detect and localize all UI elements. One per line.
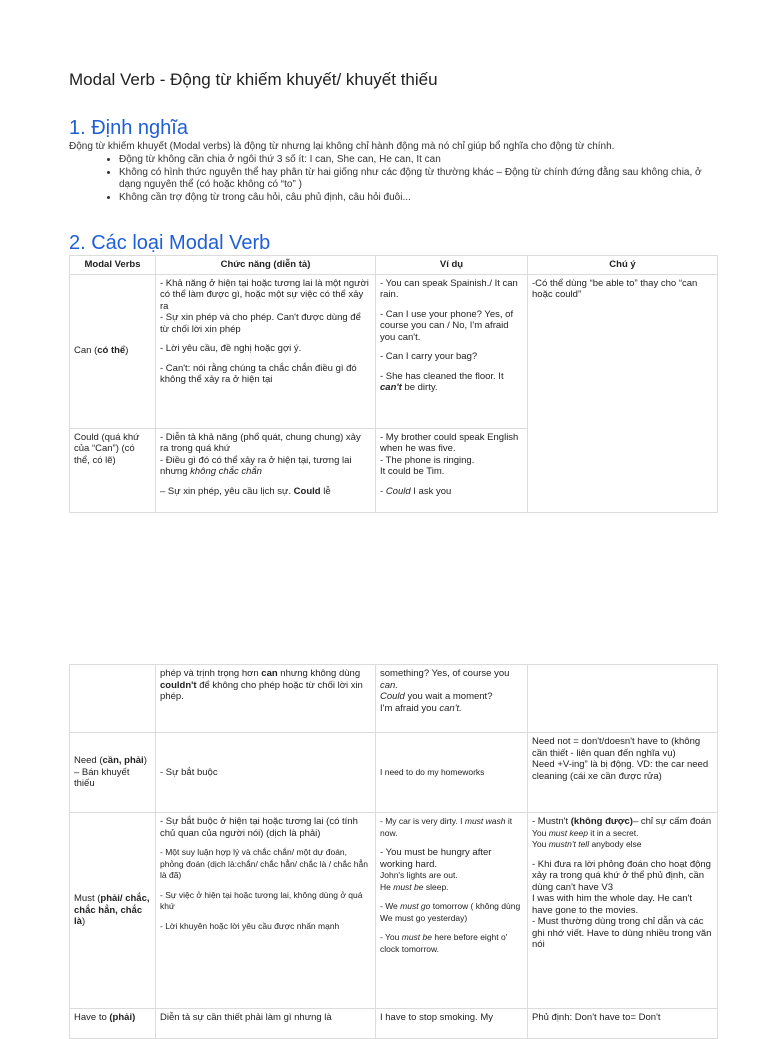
bullet-item: • Động từ không cần chia ở ngôi thứ 3 số ít: I can, She can, He can, It can (119, 154, 719, 166)
note-cell-have-to: Phủ định: Don't have to= Don't (528, 1009, 718, 1039)
header-modal-verbs: Modal Verbs (70, 256, 156, 275)
modal-verb-table (69, 255, 718, 513)
table-header-row (70, 256, 718, 275)
table-row-need (70, 733, 718, 813)
example-cell-could-continued: something? Yes, of course you can. Could you wait a moment? I'm afraid you can't. (376, 665, 528, 733)
function-cell-could-continued: phép và trịnh trọng hơn can nhưng không dùng couldn't để không cho phép hoặc từ chối lời xin phép. (156, 665, 376, 733)
section-heading-modal-types: 2. Các loại Modal Verb (69, 232, 271, 254)
table-row-could-continued (70, 665, 718, 733)
header-note: Chú ý (528, 256, 718, 275)
function-cell-could: - Diễn tả khả năng (phổ quát, chung chung) xảy ra trong quá khứ - Điều gì đó có thể xảy ra ở hiện tại, tương lai nhưng không chắc chắn – Sự xin phép, yêu cầu lịch sự. Could lễ (156, 428, 376, 512)
definition-text: Động từ khiếm khuyết (Modal verbs) là động từ nhưng lại không chỉ hành động mà nó chỉ giúp bổ nghĩa cho động từ chính. (69, 141, 615, 152)
table-row-must (70, 813, 718, 1009)
verb-cell-can: Can (có thể) (70, 274, 156, 428)
definition-bullets (103, 154, 719, 205)
verb-cell-must: Must (phải/ chắc, chắc hẳn, chắc là) (70, 813, 156, 1009)
note-cell-empty (528, 665, 718, 733)
modal-verb-table-continued (69, 664, 718, 1039)
page-title: Modal Verb - Động từ khiếm khuyết/ khuyết thiếu (69, 70, 438, 89)
example-cell-could: - My brother could speak English when he was five. - The phone is ringing. It could be Tim. - Could I ask you (376, 428, 528, 512)
verb-cell-could: Could (quá khứ của “Can”) (có thể, có lẽ) (70, 428, 156, 512)
function-cell-need: - Sự bắt buộc (156, 733, 376, 813)
function-cell-must: - Sự bắt buộc ở hiện tại hoặc tương lai (có tính chủ quan của người nói) (dịch là phải) - Một suy luận hợp lý và chắc chắn/ một dự đoán, phỏng đoán (dịch là:chắn/ chắc hẳn/ chắc là / chắc hẳn là đã) - Sự việc ở hiện tại hoặc tương lai, không dùng ở quá khứ - Lời khuyên hoặc lời yêu cầu được nhấn mạnh (156, 813, 376, 1009)
table-row-can (70, 274, 718, 428)
section-heading-definition: 1. Định nghĩa (69, 117, 188, 139)
example-cell-have-to: I have to stop smoking. My (376, 1009, 528, 1039)
bullet-item: • Không có hình thức nguyên thể hay phân từ hai giống như các động từ thường khác – Động từ chính đứng đằng sau không chia, ở dạng nguyên thể (có hoặc không có “to” ) (119, 167, 719, 191)
verb-cell-need: Need (cần, phải) – Bán khuyết thiếu (70, 733, 156, 813)
verb-cell-have-to: Have to (phải) (70, 1009, 156, 1039)
note-cell-need: Need not = don't/doesn't have to (không cần thiết - liên quan đến nghĩa vụ) Need +V-ing” là bị động. VD: the car need cleaning (cái xe cần được rửa) (528, 733, 718, 813)
note-cell-must: - Mustn't (không được)– chỉ sự cấm đoán You must keep it in a secret. You mustn't tell anybody else - Khi đưa ra lời phỏng đoán cho hoạt động xảy ra trong quá khứ ở thể phủ định, cần dùng can't have V3 I was with him the whole day. He can't have gone to the movies. - Must thường dùng trong chỉ dẫn và các ghi nhớ viết. Have to dùng nhiều trong văn nói (528, 813, 718, 1009)
example-cell-must: - My car is very dirty. I must wash it now. - You must be hungry after working hard. John's lights are out. He must be sleep. - We must go tomorrow ( không dùng We must go yesterday) - You must be here before eight o' clock tomorrow. (376, 813, 528, 1009)
example-cell-can: - You can speak Spainish./ It can rain. - Can I use your phone? Yes, of course you can / No, I'm afraid you can't. - Can I carry your bag? - She has cleaned the floor. It can't be dirty. (376, 274, 528, 428)
example-cell-need: I need to do my homeworks (376, 733, 528, 813)
verb-cell-empty (70, 665, 156, 733)
header-example: Ví dụ (376, 256, 528, 275)
header-function: Chức năng (diễn tả) (156, 256, 376, 275)
function-cell-have-to: Diễn tả sự cần thiết phải làm gì nhưng là (156, 1009, 376, 1039)
function-cell-can: - Khả năng ở hiện tại hoặc tương lai là một người có thể làm được gì, hoặc một sự việc có thể xảy ra - Sự xin phép và cho phép. Can't được dùng để từ chối lời xin phép - Lời yêu cầu, đề nghị hoặc gợi ý. - Can't: nói rằng chúng ta chắc chắn điều gì đó không thể xảy ra ở hiện tại (156, 274, 376, 428)
bullet-item: • Không cần trợ động từ trong câu hỏi, câu phủ định, câu hỏi đuôi... (119, 192, 719, 204)
note-cell-can: -Có thể dùng “be able to” thay cho “can hoặc could” (528, 274, 718, 512)
